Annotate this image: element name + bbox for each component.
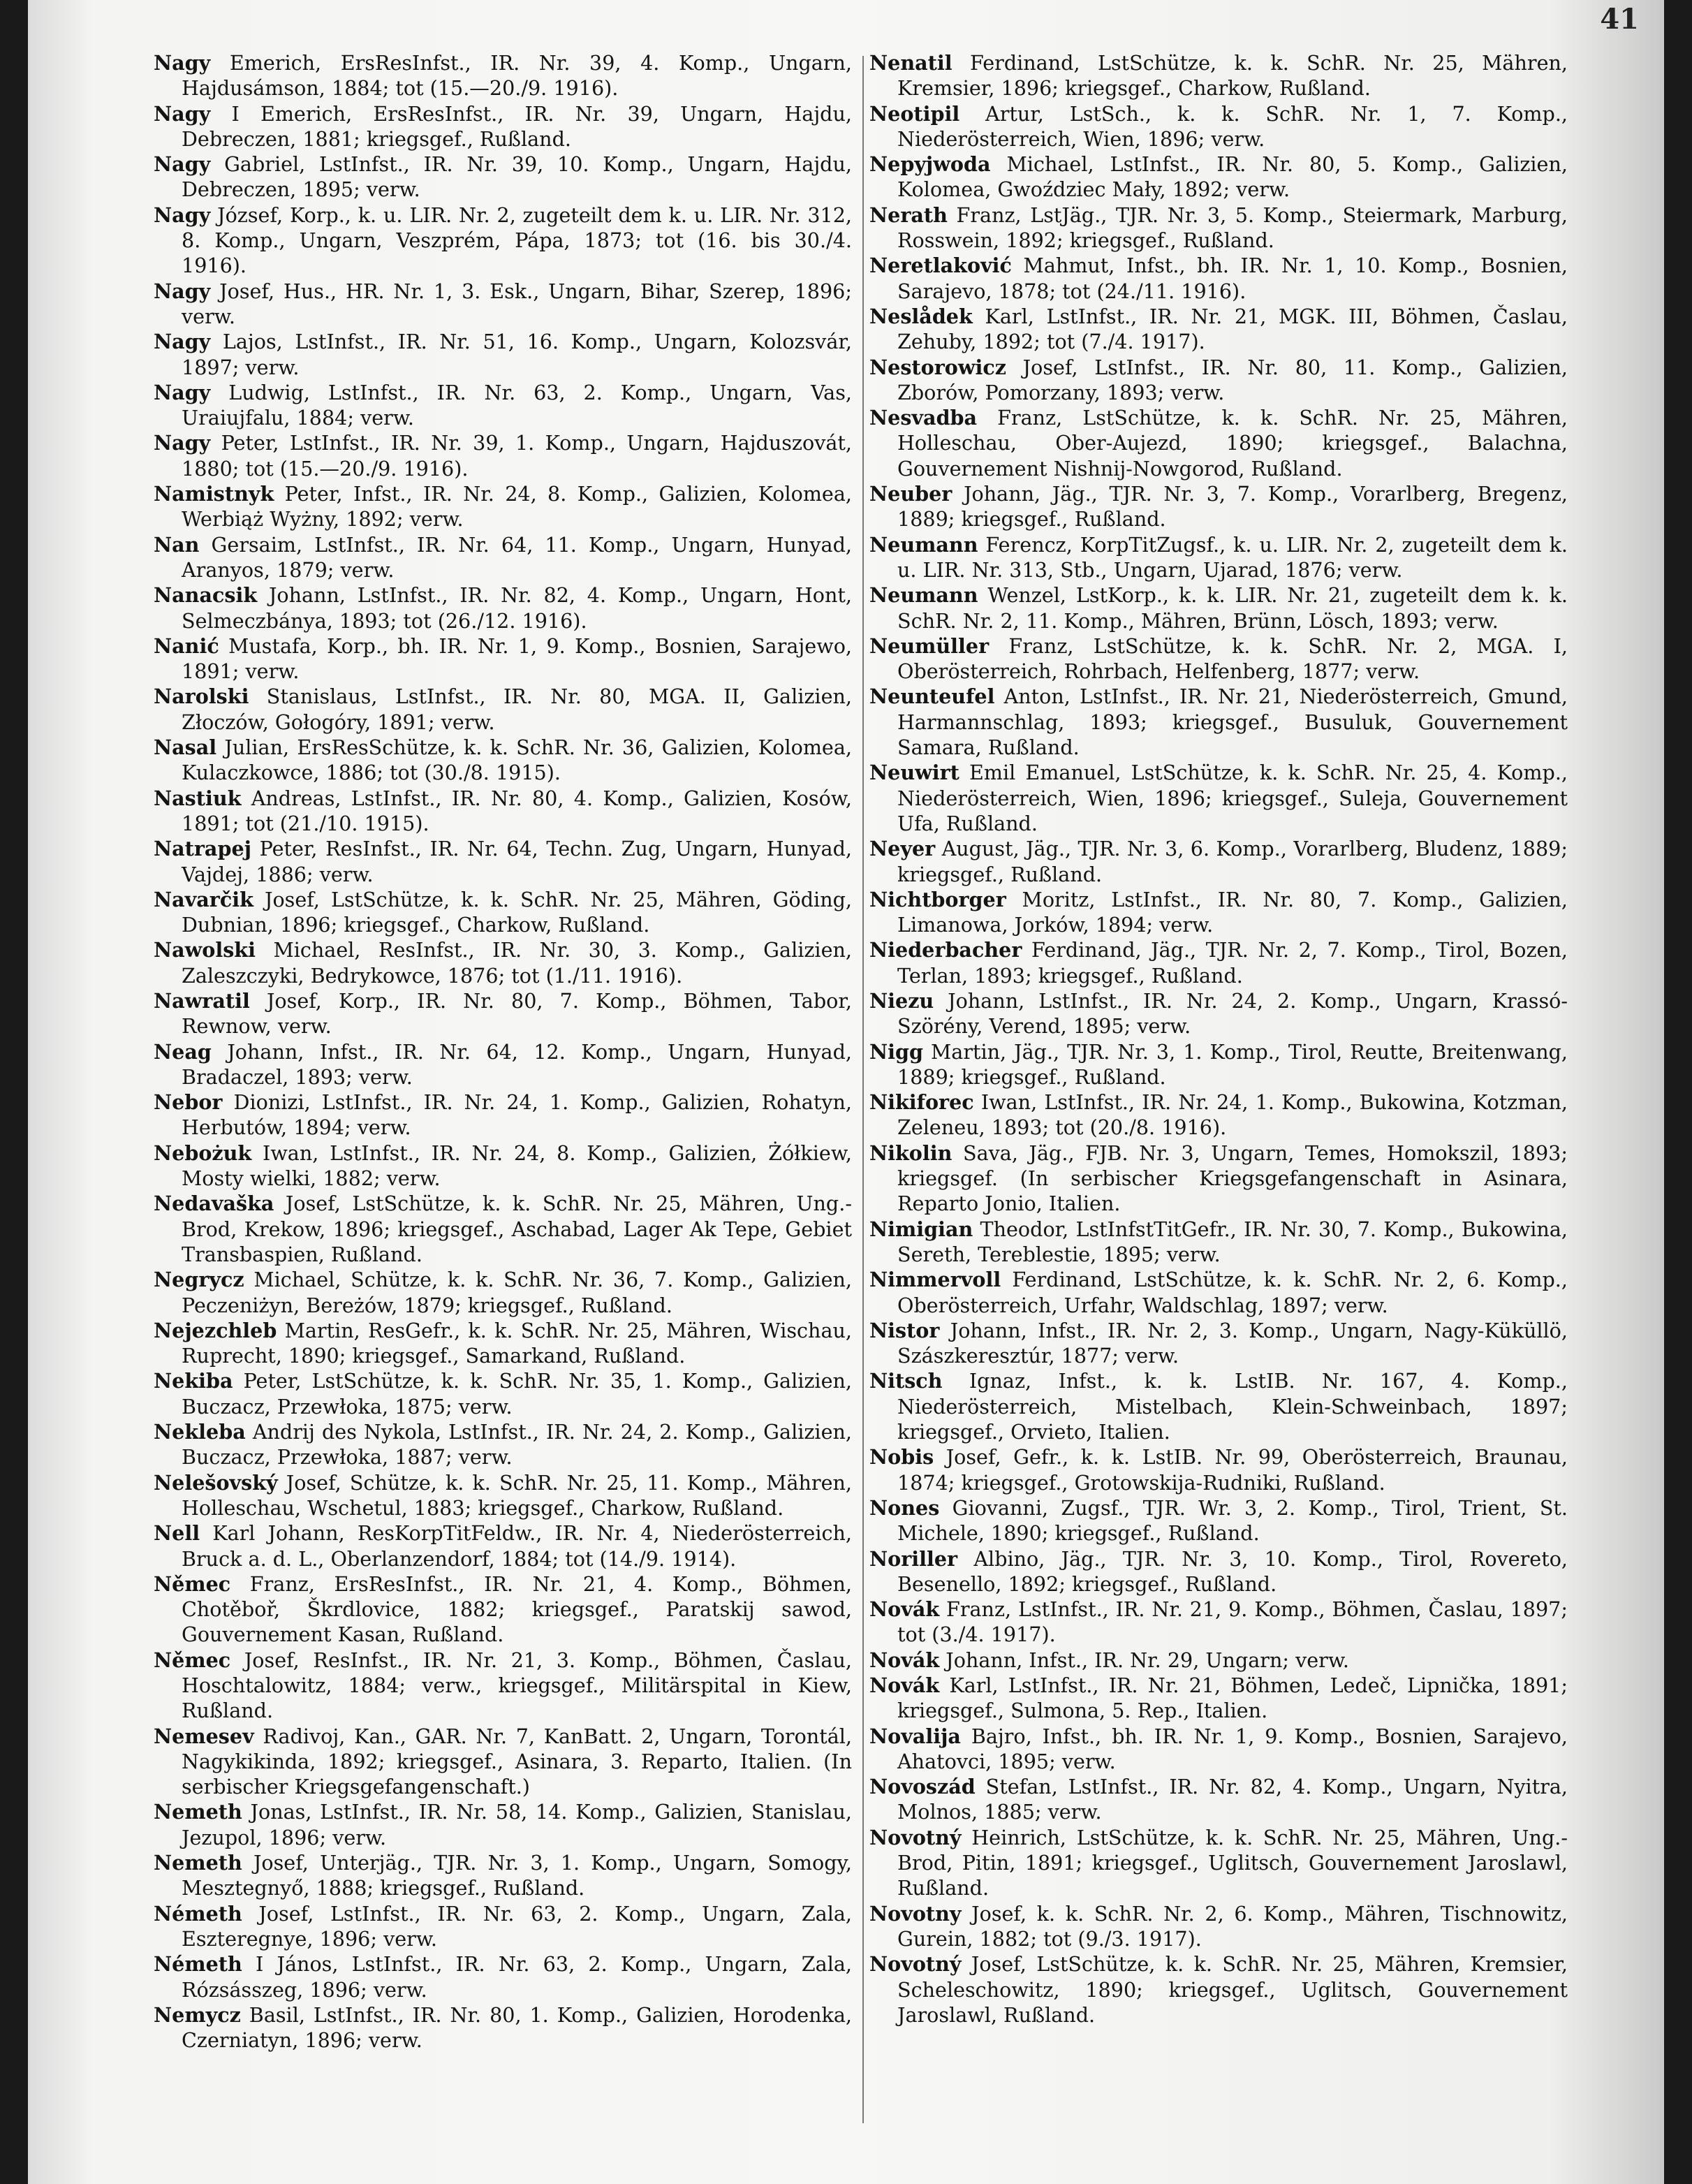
entry-surname: Neag [154, 1039, 212, 1064]
directory-entry [869, 203, 1568, 254]
directory-entry [869, 1951, 1568, 2028]
directory-entry [869, 582, 1568, 633]
entry-details: Josef, LstSchütze, k. k. SchR. Nr. 25, Mähren, Göding, Dubnian, 1896; kriegsgef., Charkow, Rußland. [182, 887, 852, 937]
entry-surname: Nistor [869, 1318, 940, 1342]
entry-surname: Nigg [869, 1039, 923, 1064]
entry-details: Josef, Unterjäg., TJR. Nr. 3, 1. Komp., Ungarn, Somogy, Mesztegnyő, 1888; kriegsgef., Rußland. [182, 1851, 852, 1900]
entry-surname: Novotný [869, 1952, 962, 1977]
entry-surname: Nitsch [869, 1369, 943, 1393]
directory-entry [869, 355, 1568, 406]
entry-details: Wenzel, LstKorp., k. k. LIR. Nr. 21, zugeteilt dem k. k. SchR. Nr. 2, 11. Komp., Mähren, Brünn, Lösch, 1893; verw. [897, 583, 1568, 633]
directory-entry [154, 684, 852, 735]
entry-details: Giovanni, Zugsf., TJR. Wr. 3, 2. Komp., Tirol, Trient, St. Michele, 1890; kriegsgef., Rußland. [897, 1495, 1568, 1546]
entry-details: Josef, LstSchütze, k. k. SchR. Nr. 25, Mähren, Kremsier, Scheleschowitz, 1890; kriegsgef., Uglitsch, Gouvernement Jaroslawl, Rußland. [897, 1952, 1568, 2027]
entry-details: Karl, LstInfst., IR. Nr. 21, MGK. III, Böhmen, Časlau, Zehuby, 1892; tot (7./4. 1917). [897, 304, 1568, 354]
entry-details: Emerich, ErsResInfst., IR. Nr. 39, 4. Komp., Ungarn, Hajdusámson, 1884; tot (15.—20./9. 1916). [182, 51, 852, 101]
directory-entry [154, 1090, 852, 1141]
entry-surname: Nawratil [154, 988, 250, 1013]
entry-details: Ferdinand, LstSchütze, k. k. SchR. Nr. 2, 6. Komp., Oberösterreich, Urfahr, Waldschlag, 1897; verw. [897, 1268, 1568, 1317]
entry-details: Ferdinand, Jäg., TJR. Nr. 2, 7. Komp., Tirol, Bozen, Terlan, 1893; kriegsgef., Rußland. [897, 938, 1568, 988]
directory-entry [869, 684, 1568, 760]
entry-details: Johann, Infst., IR. Nr. 64, 12. Komp., Ungarn, Hunyad, Bradaczel, 1893; verw. [182, 1039, 852, 1089]
entry-surname: Negrycz [154, 1268, 244, 1292]
directory-entry [869, 988, 1568, 1039]
entry-details: Ignaz, Infst., k. k. LstIB. Nr. 167, 4. Komp., Niederösterreich, Mistelbach, Klein-Schweinbach, 1897; kriegsgef., Orvieto, Italien. [897, 1369, 1568, 1444]
entry-details: Josef, LstInfst., IR. Nr. 63, 2. Komp., Ungarn, Zala, Eszteregnye, 1896; verw. [182, 1901, 852, 1951]
directory-entry [869, 50, 1568, 101]
entry-details: Ferencz, KorpTitZugsf., k. u. LIR. Nr. 2, zugeteilt dem k. u. LIR. Nr. 313, Stb., Ungarn, Ujarad, 1876; verw. [897, 532, 1568, 582]
directory-entry [154, 532, 852, 583]
entry-details: Johann, Infst., IR. Nr. 2, 3. Komp., Ungarn, Nagy-Küküllö, Szászkeresztúr, 1877; verw. [897, 1318, 1568, 1368]
entry-surname: Nikolin [869, 1141, 952, 1165]
entry-surname: Neumüller [869, 633, 990, 658]
directory-entry [154, 1520, 852, 1571]
entry-surname: Nell [154, 1521, 200, 1546]
entry-surname: Nimigian [869, 1217, 973, 1241]
entry-surname: Neotipil [869, 101, 960, 126]
entry-surname: Nejezchleb [154, 1318, 277, 1342]
directory-entry [154, 1368, 852, 1419]
entry-surname: Nelešovský [154, 1470, 278, 1495]
entry-details: Heinrich, LstSchütze, k. k. SchR. Nr. 25, Mähren, Ung.-Brod, Pitin, 1891; kriegsgef., Uglitsch, Gouvernement Jaroslawl, Rußland. [897, 1825, 1568, 1900]
entry-surname: Németh [154, 1901, 242, 1926]
entry-surname: Noriller [869, 1546, 958, 1571]
entry-surname: Natrapej [154, 837, 251, 861]
directory-entry [154, 1419, 852, 1470]
entry-surname: Nones [869, 1495, 940, 1520]
directory-entry [869, 937, 1568, 988]
entry-details: József, Korp., k. u. LIR. Nr. 2, zugeteilt dem k. u. LIR. Nr. 312, 8. Komp., Ungarn, Veszprém, Pápa, 1873; tot (16. bis 30./4. 1916). [182, 203, 852, 278]
entry-surname: Nagy [154, 51, 211, 75]
directory-entry [154, 2002, 852, 2053]
entry-surname: Nesvadba [869, 406, 978, 430]
entry-details: Martin, ResGefr., k. k. SchR. Nr. 25, Mähren, Wischau, Ruprecht, 1890; kriegsgef., Samarkand, Rußland. [182, 1318, 852, 1368]
entry-surname: Neuber [869, 482, 952, 506]
entry-surname: Nasal [154, 735, 217, 760]
entry-surname: Novák [869, 1648, 940, 1672]
entry-details: Peter, LstSchütze, k. k. SchR. Nr. 35, 1. Komp., Galizien, Buczacz, Przewłoka, 1875; verw. [182, 1369, 852, 1419]
entry-details: Franz, ErsResInfst., IR. Nr. 21, 4. Komp., Böhmen, Chotěboř, Škrdlovice, 1882; kriegsgef., Paratskij sawod, Gouvernement Kasan, Rußland. [182, 1571, 852, 1647]
directory-entry [154, 203, 852, 279]
entry-surname: Nestorowicz [869, 355, 1006, 379]
directory-entry [154, 481, 852, 532]
entry-surname: Nikiforec [869, 1090, 974, 1115]
column-right [869, 50, 1568, 2028]
entry-surname: Nekleba [154, 1420, 246, 1444]
directory-entry [869, 481, 1568, 532]
entry-surname: Nagy [154, 330, 211, 354]
entry-surname: Nagy [154, 152, 211, 177]
entry-surname: Nanacsik [154, 583, 258, 608]
entry-details: Josef, Gefr., k. k. LstIB. Nr. 99, Oberösterreich, Braunau, 1874; kriegsgef., Grotowskija-Rudniki, Rußland. [897, 1445, 1568, 1495]
entry-details: Stefan, LstInfst., IR. Nr. 82, 4. Komp., Ungarn, Nyitra, Molnos, 1885; verw. [897, 1775, 1568, 1824]
entry-details: Josef, Korp., IR. Nr. 80, 7. Komp., Böhmen, Tabor, Rewnow, verw. [182, 988, 852, 1039]
directory-entry [154, 735, 852, 786]
entry-details: Franz, LstInfst., IR. Nr. 21, 9. Komp., Böhmen, Časlau, 1897; tot (3./4. 1917). [897, 1597, 1568, 1647]
entry-details: Josef, ResInfst., IR. Nr. 21, 3. Komp., Böhmen, Časlau, Hoschtalowitz, 1884; verw., kriegsgef., Militärspital in Kiew, Rußland. [182, 1648, 852, 1723]
directory-entry [869, 1141, 1568, 1217]
entry-details: Michael, Schütze, k. k. SchR. Nr. 36, 7. Komp., Galizien, Peczeniżyn, Bereżów, 1879; kriegsgef., Rußland. [182, 1268, 852, 1317]
directory-entry [154, 152, 852, 203]
entry-details: Iwan, LstInfst., IR. Nr. 24, 8. Komp., Galizien, Żółkiew, Mosty wielki, 1882; verw. [182, 1141, 852, 1191]
entry-surname: Navarčik [154, 887, 253, 911]
entry-surname: Němec [154, 1648, 231, 1672]
entry-surname: Neretlaković [869, 254, 1012, 278]
entry-details: Peter, ResInfst., IR. Nr. 64, Techn. Zug, Ungarn, Hunyad, Vajdej, 1886; verw. [182, 837, 852, 886]
entry-surname: Nemesev [154, 1724, 254, 1748]
directory-entry [869, 1673, 1568, 1724]
entry-surname: Neuwirt [869, 761, 959, 785]
entry-details: Theodor, LstInfstTitGefr., IR. Nr. 30, 7. Komp., Bukowina, Sereth, Tereblestie, 1895; verw. [897, 1217, 1568, 1266]
column-divider [862, 56, 864, 2123]
directory-entry [154, 887, 852, 938]
entry-details: Sava, Jäg., FJB. Nr. 3, Ungarn, Temes, Homokszil, 1893; kriegsgef. (In serbischer Kriegsgefangenschaft in Asinara, Reparto Jonio, Italien. [897, 1141, 1568, 1216]
directory-entry [869, 1495, 1568, 1546]
entry-surname: Namistnyk [154, 482, 274, 506]
entry-details: Karl, LstInfst., IR. Nr. 21, Böhmen, Ledeč, Lipnička, 1891; kriegsgef., Sulmona, 5. Rep., Italien. [897, 1673, 1568, 1723]
entry-surname: Nerath [869, 203, 948, 227]
entry-surname: Nepyjwoda [869, 152, 991, 177]
entry-details: Ludwig, LstInfst., IR. Nr. 63, 2. Komp., Ungarn, Vas, Uraiujfalu, 1884; verw. [182, 380, 852, 430]
directory-entry [154, 836, 852, 887]
entry-details: Peter, Infst., IR. Nr. 24, 8. Komp., Galizien, Kolomea, Werbiąż Wyżny, 1892; verw. [182, 482, 852, 532]
entry-details: Mahmut, Infst., bh. IR. Nr. 1, 10. Komp., Bosnien, Sarajevo, 1878; tot (24./11. 1916). [897, 254, 1568, 303]
directory-entry [869, 1039, 1568, 1090]
directory-entry [869, 1901, 1568, 1952]
directory-entry [869, 1267, 1568, 1318]
entry-details: I János, LstInfst., IR. Nr. 63, 2. Komp., Ungarn, Zala, Rózsásszeg, 1896; verw. [182, 1952, 852, 2002]
entry-surname: Nemeth [154, 1800, 242, 1824]
entry-surname: Narolski [154, 684, 249, 709]
entry-details: Josef, LstSchütze, k. k. SchR. Nr. 25, Mähren, Ung.-Brod, Krekow, 1896; kriegsgef., Aschabad, Lager Ak Tepe, Gebiet Transbaspien, Rußland. [182, 1192, 852, 1266]
directory-entry [869, 1217, 1568, 1268]
entry-surname: Novoszád [869, 1775, 976, 1799]
entry-surname: Neyer [869, 837, 936, 861]
page [28, 0, 1664, 2184]
entry-details: Josef, Hus., HR. Nr. 1, 3. Esk., Ungarn, Bihar, Szerep, 1896; verw. [182, 279, 852, 328]
entry-details: Radivoj, Kan., GAR. Nr. 7, KanBatt. 2, Ungarn, Torontál, Nagykikinda, 1892; kriegsgef., Asinara, 3. Reparto, Italien. (In serbischer Kriegsgefangenschaft.) [182, 1724, 852, 1799]
entry-details: Mustafa, Korp., bh. IR. Nr. 1, 9. Komp., Bosnien, Sarajewo, 1891; verw. [182, 633, 852, 684]
entry-details: Andreas, LstInfst., IR. Nr. 80, 4. Komp., Galizien, Kosów, 1891; tot (21./10. 1915). [182, 786, 852, 835]
directory-entry [869, 760, 1568, 836]
directory-entry [154, 1039, 852, 1090]
directory-entry [869, 1368, 1568, 1444]
entry-details: Peter, LstInfst., IR. Nr. 39, 1. Komp., Ungarn, Hajduszovát, 1880; tot (15.—20./9. 1916). [182, 431, 852, 481]
directory-entry [154, 1470, 852, 1521]
entry-details: Moritz, LstInfst., IR. Nr. 80, 7. Komp., Galizien, Limanowa, Jorków, 1894; verw. [897, 887, 1568, 937]
entry-surname: Němec [154, 1571, 231, 1596]
directory-entry [869, 1825, 1568, 1901]
directory-entry [154, 1648, 852, 1724]
directory-entry [154, 380, 852, 431]
directory-entry [154, 1141, 852, 1192]
directory-entry [869, 836, 1568, 887]
entry-details: August, Jäg., TJR. Nr. 3, 6. Komp., Vorarlberg, Bludenz, 1889; kriegsgef., Rußland. [897, 837, 1568, 886]
entry-surname: Nedavaška [154, 1192, 274, 1216]
entry-surname: Nemeth [154, 1851, 242, 1875]
entry-surname: Novák [869, 1597, 940, 1622]
entry-surname: Neslådek [869, 304, 973, 328]
directory-entry [154, 430, 852, 481]
directory-entry [869, 1724, 1568, 1775]
entry-surname: Nenatil [869, 51, 952, 75]
entry-details: Johann, LstInfst., IR. Nr. 24, 2. Komp., Ungarn, Krassó-Szörény, Verend, 1895; verw. [897, 988, 1568, 1039]
entry-details: Franz, LstJäg., TJR. Nr. 3, 5. Komp., Steiermark, Marburg, Rosswein, 1892; kriegsgef., Rußland. [897, 203, 1568, 253]
directory-entry [154, 101, 852, 152]
entry-surname: Nanić [154, 633, 219, 658]
entry-surname: Niezu [869, 988, 934, 1013]
entry-surname: Nawolski [154, 938, 256, 962]
entry-details: I Emerich, ErsResInfst., IR. Nr. 39, Ungarn, Hajdu, Debreczen, 1881; kriegsgef., Rußland. [182, 101, 852, 151]
directory-entry [869, 1318, 1568, 1369]
directory-entry [154, 1724, 852, 1800]
directory-entry [154, 1901, 852, 1952]
entry-details: Martin, Jäg., TJR. Nr. 3, 1. Komp., Tirol, Reutte, Breitenwang, 1889; kriegsgef., Rußland. [897, 1039, 1568, 1089]
directory-entry [869, 405, 1568, 481]
entry-details: Michael, LstInfst., IR. Nr. 80, 5. Komp., Galizien, Kolomea, Gwoździec Mały, 1892; verw. [897, 152, 1568, 202]
directory-entry [154, 786, 852, 837]
directory-entry [869, 1444, 1568, 1495]
directory-entry [869, 152, 1568, 203]
directory-entry [154, 1571, 852, 1648]
entry-details: Gabriel, LstInfst., IR. Nr. 39, 10. Komp., Ungarn, Hajdu, Debreczen, 1895; verw. [182, 152, 852, 202]
directory-entry [869, 101, 1568, 152]
entry-details: Albino, Jäg., TJR. Nr. 3, 10. Komp., Tirol, Rovereto, Besenello, 1892; kriegsgef., Rußland. [897, 1546, 1568, 1596]
directory-entry [154, 633, 852, 684]
directory-entry [869, 253, 1568, 304]
entry-surname: Nekiba [154, 1369, 233, 1393]
directory-entry [154, 50, 852, 101]
entry-details: Jonas, LstInfst., IR. Nr. 58, 14. Komp., Galizien, Stanislau, Jezupol, 1896; verw. [182, 1800, 852, 1849]
entry-details: Karl Johann, ResKorpTitFeldw., IR. Nr. 4, Niederösterreich, Bruck a. d. L., Oberlanzendorf, 1884; tot (14./9. 1914). [182, 1521, 852, 1571]
column-left [154, 50, 852, 2053]
entry-surname: Nagy [154, 101, 211, 126]
entry-surname: Nagy [154, 380, 211, 404]
entry-surname: Németh [154, 1952, 242, 1977]
directory-entry [154, 1799, 852, 1850]
entry-details: Lajos, LstInfst., IR. Nr. 51, 16. Komp., Ungarn, Kolozsvár, 1897; verw. [182, 330, 852, 379]
entry-surname: Nebor [154, 1090, 223, 1115]
directory-entry [154, 1191, 852, 1267]
directory-entry [869, 1648, 1568, 1673]
directory-entry [869, 887, 1568, 938]
entry-details: Johann, LstInfst., IR. Nr. 82, 4. Komp., Ungarn, Hont, Selmeczbánya, 1893; tot (26./12. 1916). [182, 583, 852, 633]
page-number: 41 [1600, 3, 1639, 36]
directory-entry [154, 1267, 852, 1318]
entry-details: Gersaim, LstInfst., IR. Nr. 64, 11. Komp., Ungarn, Hunyad, Aranyos, 1879; verw. [182, 532, 852, 582]
directory-entry [154, 988, 852, 1039]
directory-entry [869, 1774, 1568, 1825]
entry-details: Ferdinand, LstSchütze, k. k. SchR. Nr. 25, Mähren, Kremsier, 1896; kriegsgef., Charkow, Rußland. [897, 51, 1568, 101]
entry-details: Artur, LstSch., k. k. SchR. Nr. 1, 7. Komp., Niederösterreich, Wien, 1896; verw. [897, 101, 1568, 151]
entry-surname: Novalija [869, 1724, 961, 1748]
entry-details: Franz, LstSchütze, k. k. SchR. Nr. 25, Mähren, Holleschau, Ober-Aujezd, 1890; kriegsgef., Balachna, Gouvernement Nishnij-Nowgorod, Rußland. [897, 406, 1568, 481]
entry-details: Josef, LstInfst., IR. Nr. 80, 11. Komp., Galizien, Zborów, Pomorzany, 1893; verw. [897, 355, 1568, 404]
entry-surname: Niederbacher [869, 938, 1022, 962]
entry-details: Basil, LstInfst., IR. Nr. 80, 1. Komp., Galizien, Horodenka, Czerniatyn, 1896; verw. [182, 2002, 852, 2053]
entry-surname: Novotny [869, 1901, 962, 1926]
entry-details: Stanislaus, LstInfst., IR. Nr. 80, MGA. II, Galizien, Złoczów, Gołogóry, 1891; verw. [182, 684, 852, 734]
entry-details: Michael, ResInfst., IR. Nr. 30, 3. Komp., Galizien, Zaleszczyki, Bedrykowce, 1876; tot (1./11. 1916). [182, 938, 852, 988]
entry-details: Emil Emanuel, LstSchütze, k. k. SchR. Nr. 25, 4. Komp., Niederösterreich, Wien, 1896; kriegsgef., Suleja, Gouvernement Ufa, Rußland. [897, 761, 1568, 835]
entry-surname: Novotný [869, 1825, 962, 1849]
directory-entry [154, 279, 852, 330]
entry-surname: Nastiuk [154, 786, 242, 810]
entry-details: Johann, Infst., IR. Nr. 29, Ungarn; verw. [939, 1648, 1350, 1672]
directory-entry [154, 329, 852, 380]
entry-surname: Novák [869, 1673, 940, 1697]
entry-details: Bajro, Infst., bh. IR. Nr. 1, 9. Komp., Bosnien, Sarajevo, Ahatovci, 1895; verw. [897, 1724, 1568, 1773]
directory-entry [154, 1318, 852, 1369]
entry-surname: Nebożuk [154, 1141, 252, 1165]
entry-surname: Neumann [869, 532, 978, 557]
entry-details: Josef, Schütze, k. k. SchR. Nr. 25, 11. Komp., Mähren, Holleschau, Wschetul, 1883; kriegsgef., Charkow, Rußland. [182, 1470, 852, 1520]
entry-details: Josef, k. k. SchR. Nr. 2, 6. Komp., Mähren, Tischnowitz, Gurein, 1882; tot (9./3. 1917). [897, 1901, 1568, 1951]
entry-details: Anton, LstInfst., IR. Nr. 21, Niederösterreich, Gmund, Harmannschlag, 1893; kriegsgef., Busuluk, Gouvernement Samara, Rußland. [897, 684, 1568, 760]
entry-surname: Nobis [869, 1445, 934, 1470]
entry-surname: Nimmervoll [869, 1268, 1001, 1292]
entry-surname: Nagy [154, 431, 211, 455]
directory-entry [869, 1090, 1568, 1141]
entry-details: Andrij des Nykola, LstInfst., IR. Nr. 24, 2. Komp., Galizien, Buczacz, Przewłoka, 1887; verw. [182, 1420, 852, 1470]
directory-entry [869, 532, 1568, 583]
directory-entry [154, 1850, 852, 1901]
entry-surname: Neumann [869, 583, 978, 608]
directory-entry [154, 582, 852, 633]
entry-details: Iwan, LstInfst., IR. Nr. 24, 1. Komp., Bukowina, Kotzman, Zeleneu, 1893; tot (20./8. 1916). [897, 1090, 1568, 1140]
entry-details: Franz, LstSchütze, k. k. SchR. Nr. 2, MGA. I, Oberösterreich, Rohrbach, Helfenberg, 1877; verw. [897, 633, 1568, 684]
directory-entry [869, 1597, 1568, 1648]
entry-details: Dionizi, LstInfst., IR. Nr. 24, 1. Komp., Galizien, Rohatyn, Herbutów, 1894; verw. [182, 1090, 852, 1140]
entry-surname: Nichtborger [869, 887, 1006, 911]
directory-entry [154, 937, 852, 988]
entry-surname: Nagy [154, 203, 211, 227]
directory-entry [869, 1546, 1568, 1597]
entry-details: Julian, ErsResSchütze, k. k. SchR. Nr. 36, Galizien, Kolomea, Kulaczkowce, 1886; tot (30./8. 1915). [182, 735, 852, 785]
entry-details: Johann, Jäg., TJR. Nr. 3, 7. Komp., Vorarlberg, Bregenz, 1889; kriegsgef., Rußland. [897, 482, 1568, 532]
directory-entry [869, 633, 1568, 684]
entry-surname: Nan [154, 532, 200, 557]
entry-surname: Nagy [154, 279, 211, 303]
directory-entry [154, 1951, 852, 2002]
entry-surname: Nemycz [154, 2002, 241, 2027]
entry-surname: Neunteufel [869, 684, 995, 709]
directory-entry [869, 304, 1568, 355]
